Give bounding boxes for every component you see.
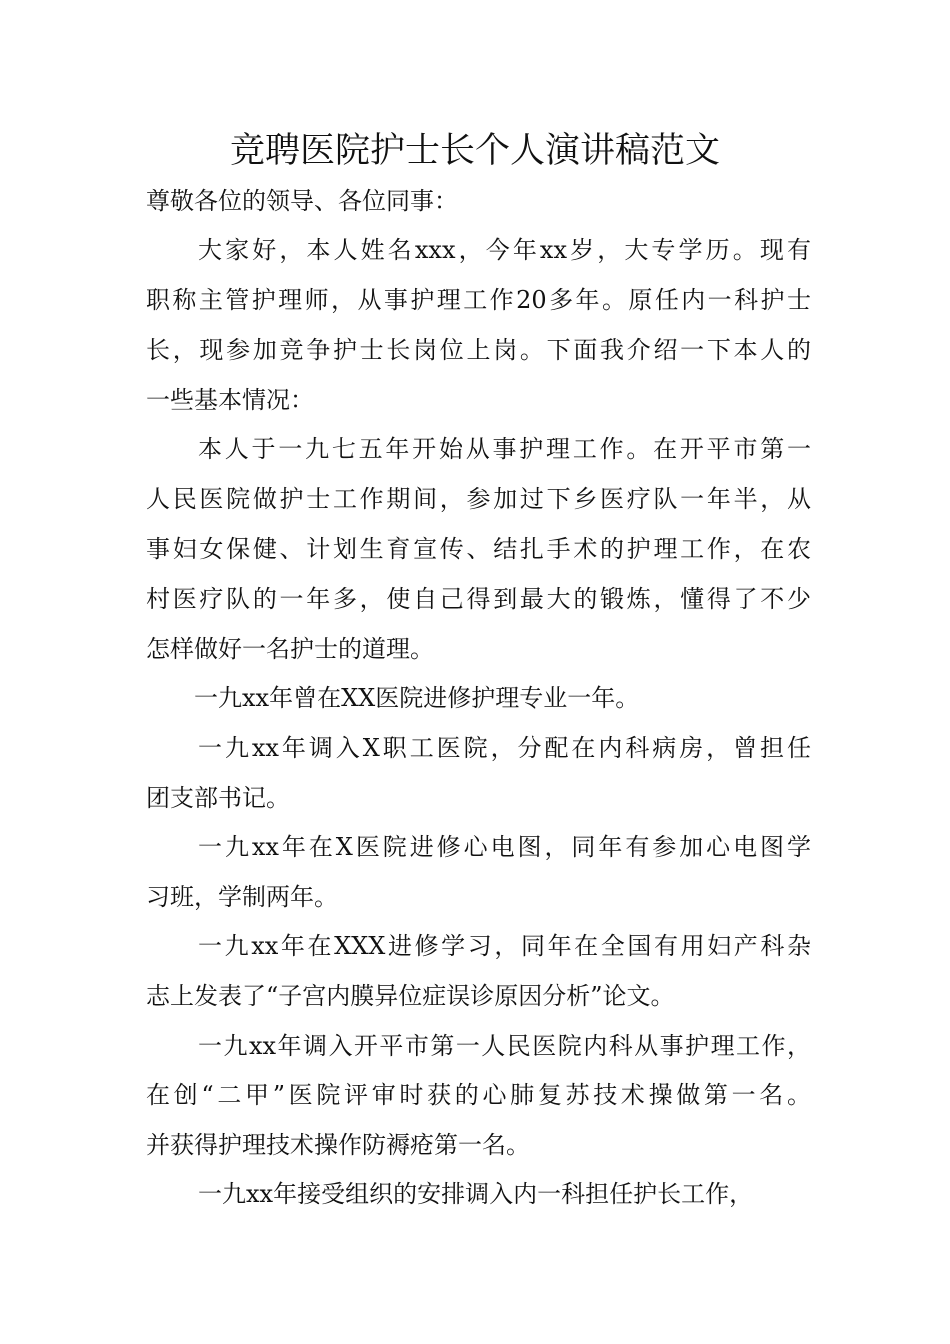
paragraph-line: 职称主管护理师，从事护理工作20多年。原任内一科护士 <box>146 286 811 314</box>
paragraph-line: 人民医院做护士工作期间，参加过下乡医疗队一年半，从 <box>146 485 811 513</box>
paragraph-line: 一九xx年曾在XX医院进修护理专业一年。 <box>194 684 640 712</box>
paragraph-line: 长，现参加竞争护士长岗位上岗。下面我介绍一下本人的 <box>146 336 811 364</box>
paragraph-line: 习班，学制两年。 <box>146 883 338 911</box>
paragraph-line: 一九xx年调入X职工医院，分配在内科病房，曾担任 <box>198 734 811 762</box>
paragraph-line: 村医疗队的一年多，使自己得到最大的锻炼，懂得了不少 <box>146 585 811 613</box>
paragraph-line: 一九xx年在X医院进修心电图，同年有参加心电图学 <box>198 833 811 861</box>
paragraph-line: 一九xx年在XXX进修学习，同年在全国有用妇产科杂 <box>198 932 811 960</box>
document-title: 竞聘医院护士长个人演讲稿范文 <box>229 131 720 171</box>
paragraph-line: 本人于一九七五年开始从事护理工作。在开平市第一 <box>198 435 811 463</box>
paragraph-line: 事妇女保健、计划生育宣传、结扎手术的护理工作，在农 <box>146 535 811 563</box>
paragraph-line: 志上发表了“子宫内膜异位症误诊原因分析”论文。 <box>146 982 675 1010</box>
paragraph-line: 并获得护理技术操作防褥疮第一名。 <box>146 1131 530 1159</box>
paragraph-line: 一九xx年接受组织的安排调入内一科担任护长工作， <box>198 1180 754 1208</box>
paragraph-line: 怎样做好一名护士的道理。 <box>146 635 434 663</box>
salutation: 尊敬各位的领导、各位同事： <box>146 187 458 215</box>
paragraph-line: 一九xx年调入开平市第一人民医院内科从事护理工作， <box>198 1032 811 1060</box>
paragraph-line: 大家好，本人姓名xxx，今年xx岁，大专学历。现有 <box>198 236 811 264</box>
paragraph-line: 一些基本情况： <box>146 386 314 414</box>
paragraph-line: 团支部书记。 <box>146 784 290 812</box>
paragraph-line: 在创“二甲”医院评审时获的心肺复苏技术操做第一名。 <box>146 1081 811 1109</box>
